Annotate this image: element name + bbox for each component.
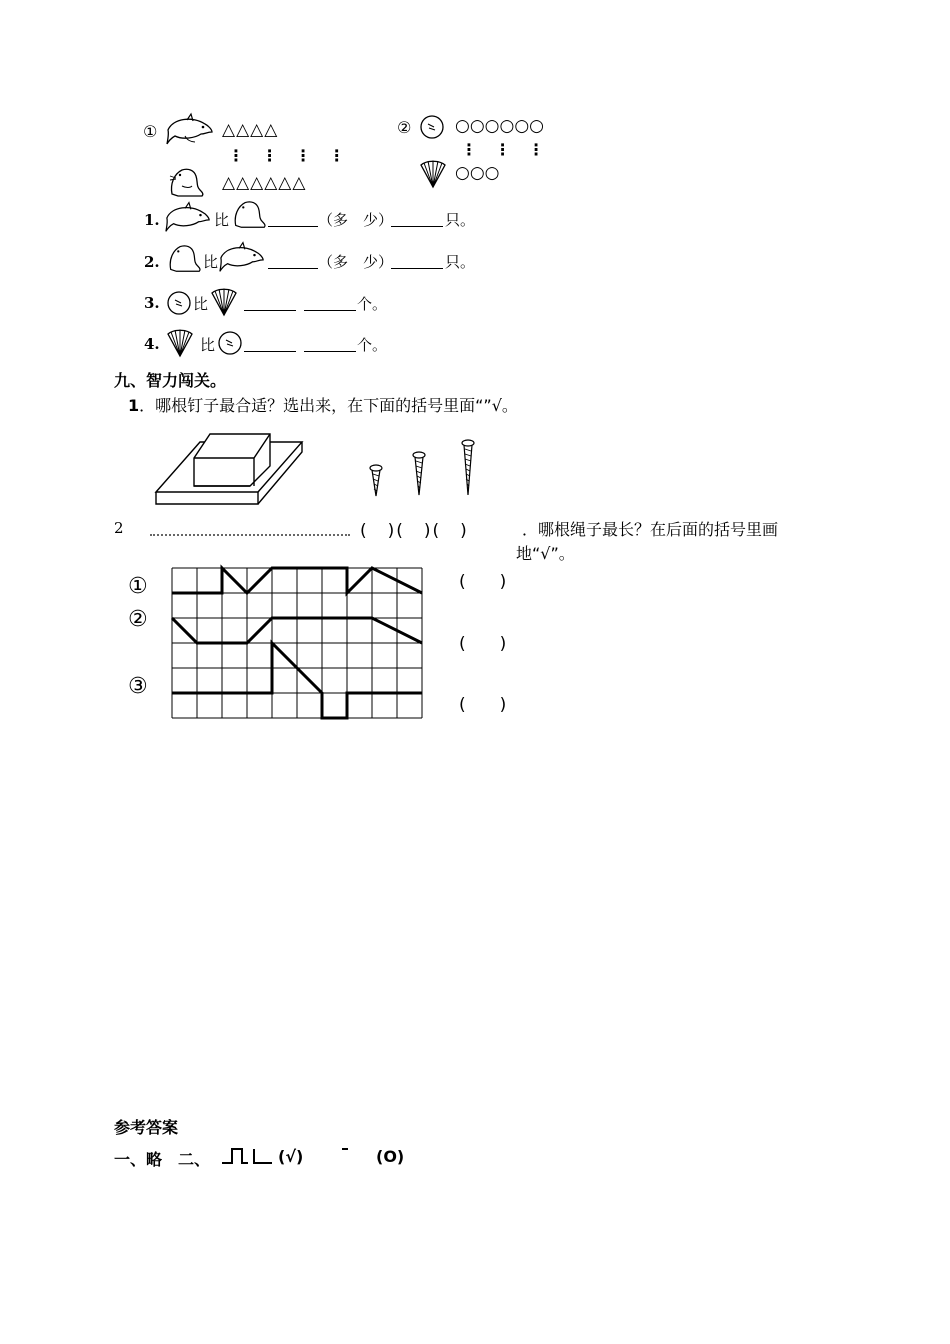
- answer-blank[interactable]: [244, 337, 296, 352]
- answer-blank[interactable]: [391, 254, 443, 269]
- match-dots-1: ⋮ ⋮ ⋮ ⋮: [228, 146, 351, 165]
- round-fan-icon: [217, 330, 243, 356]
- answers-line: [114, 1147, 210, 1170]
- group2-marker: ②: [397, 118, 412, 137]
- faded-scan-fragment: [150, 534, 350, 544]
- question-1-compare-word: 比: [214, 211, 230, 229]
- rope-2-label: ②: [128, 607, 148, 632]
- question-4-number: 4.: [144, 335, 160, 353]
- answer-blank[interactable]: [268, 254, 318, 269]
- answer-blank[interactable]: [268, 212, 318, 227]
- question-2-unit: 只。: [445, 253, 476, 271]
- step-line-glyph: [222, 1146, 274, 1166]
- question-2-compare-word: 比: [203, 253, 219, 271]
- question-3-number: 3.: [144, 294, 160, 312]
- rope-1-label: ①: [128, 574, 148, 599]
- section-9-q2-text: ．哪根绳子最长？在后面的括号里画: [522, 520, 779, 539]
- answers-heading: 参考答案: [114, 1118, 179, 1137]
- question-4-compare-word: 比: [200, 336, 216, 354]
- group1-marker: ①: [143, 122, 158, 141]
- circles-row-1: ○○○○○○: [455, 116, 545, 136]
- section-9-q1-number: 1: [128, 396, 140, 415]
- hook-line-glyph: [342, 1146, 374, 1166]
- section-9-q1-text: ．哪根钉子最合适？选出来，在下面的括号里面“”√。: [139, 396, 518, 415]
- section-9-heading: 九、智力闯关。: [114, 371, 227, 390]
- rope-grid-diagram: [172, 568, 422, 718]
- question-2-choice: （多 少）: [318, 253, 394, 271]
- answer-check: (√): [278, 1147, 304, 1166]
- folding-fan-icon: [166, 328, 194, 358]
- answer-blank[interactable]: [304, 337, 356, 352]
- rope-2-answer[interactable]: ( ): [459, 634, 507, 654]
- answer-blank[interactable]: [391, 212, 443, 227]
- rope-1-answer[interactable]: ( ): [459, 572, 507, 592]
- dolphin-icon: [164, 200, 212, 234]
- circles-row-2: ○○○: [455, 163, 500, 183]
- answer-circle: (O): [376, 1147, 405, 1166]
- rope-3-answer[interactable]: ( ): [459, 695, 507, 715]
- answer-blank[interactable]: [244, 296, 296, 311]
- match-dots-2: ⋮ ⋮ ⋮: [461, 140, 551, 159]
- section-9-q2-number: 2: [114, 519, 124, 537]
- medium-nail-icon[interactable]: [411, 451, 427, 497]
- dolphin-icon: [218, 240, 266, 274]
- triangles-row-2: △△△△△△: [222, 173, 307, 193]
- question-4-unit: 个。: [357, 336, 388, 354]
- dolphin-icon: [165, 112, 215, 146]
- round-fan-icon: [166, 290, 192, 316]
- round-fan-icon: [419, 114, 445, 140]
- long-nail-icon[interactable]: [460, 439, 476, 497]
- answers-text: 一、略 二、: [114, 1150, 211, 1169]
- nail-answer-parens[interactable]: ( )( )( ): [360, 521, 469, 541]
- seal-icon: [165, 242, 203, 274]
- short-nail-icon[interactable]: [368, 464, 384, 498]
- question-1-number: 1.: [144, 211, 160, 229]
- question-3-compare-word: 比: [193, 295, 209, 313]
- question-3-unit: 个。: [357, 295, 388, 313]
- section-9-q2-text-cont: 地“√”。: [516, 544, 575, 563]
- question-2-number: 2.: [144, 253, 160, 271]
- triangles-row-1: △△△△: [222, 120, 279, 140]
- question-1-choice: （多 少）: [318, 211, 394, 229]
- folding-fan-icon: [210, 287, 238, 317]
- rope-3-label: ③: [128, 674, 148, 699]
- seal-icon: [166, 166, 206, 198]
- folding-fan-icon: [419, 159, 447, 189]
- question-1-unit: 只。: [445, 211, 476, 229]
- seal-icon: [230, 198, 268, 230]
- answer-blank[interactable]: [304, 296, 356, 311]
- board-with-block-diagram: [154, 430, 306, 506]
